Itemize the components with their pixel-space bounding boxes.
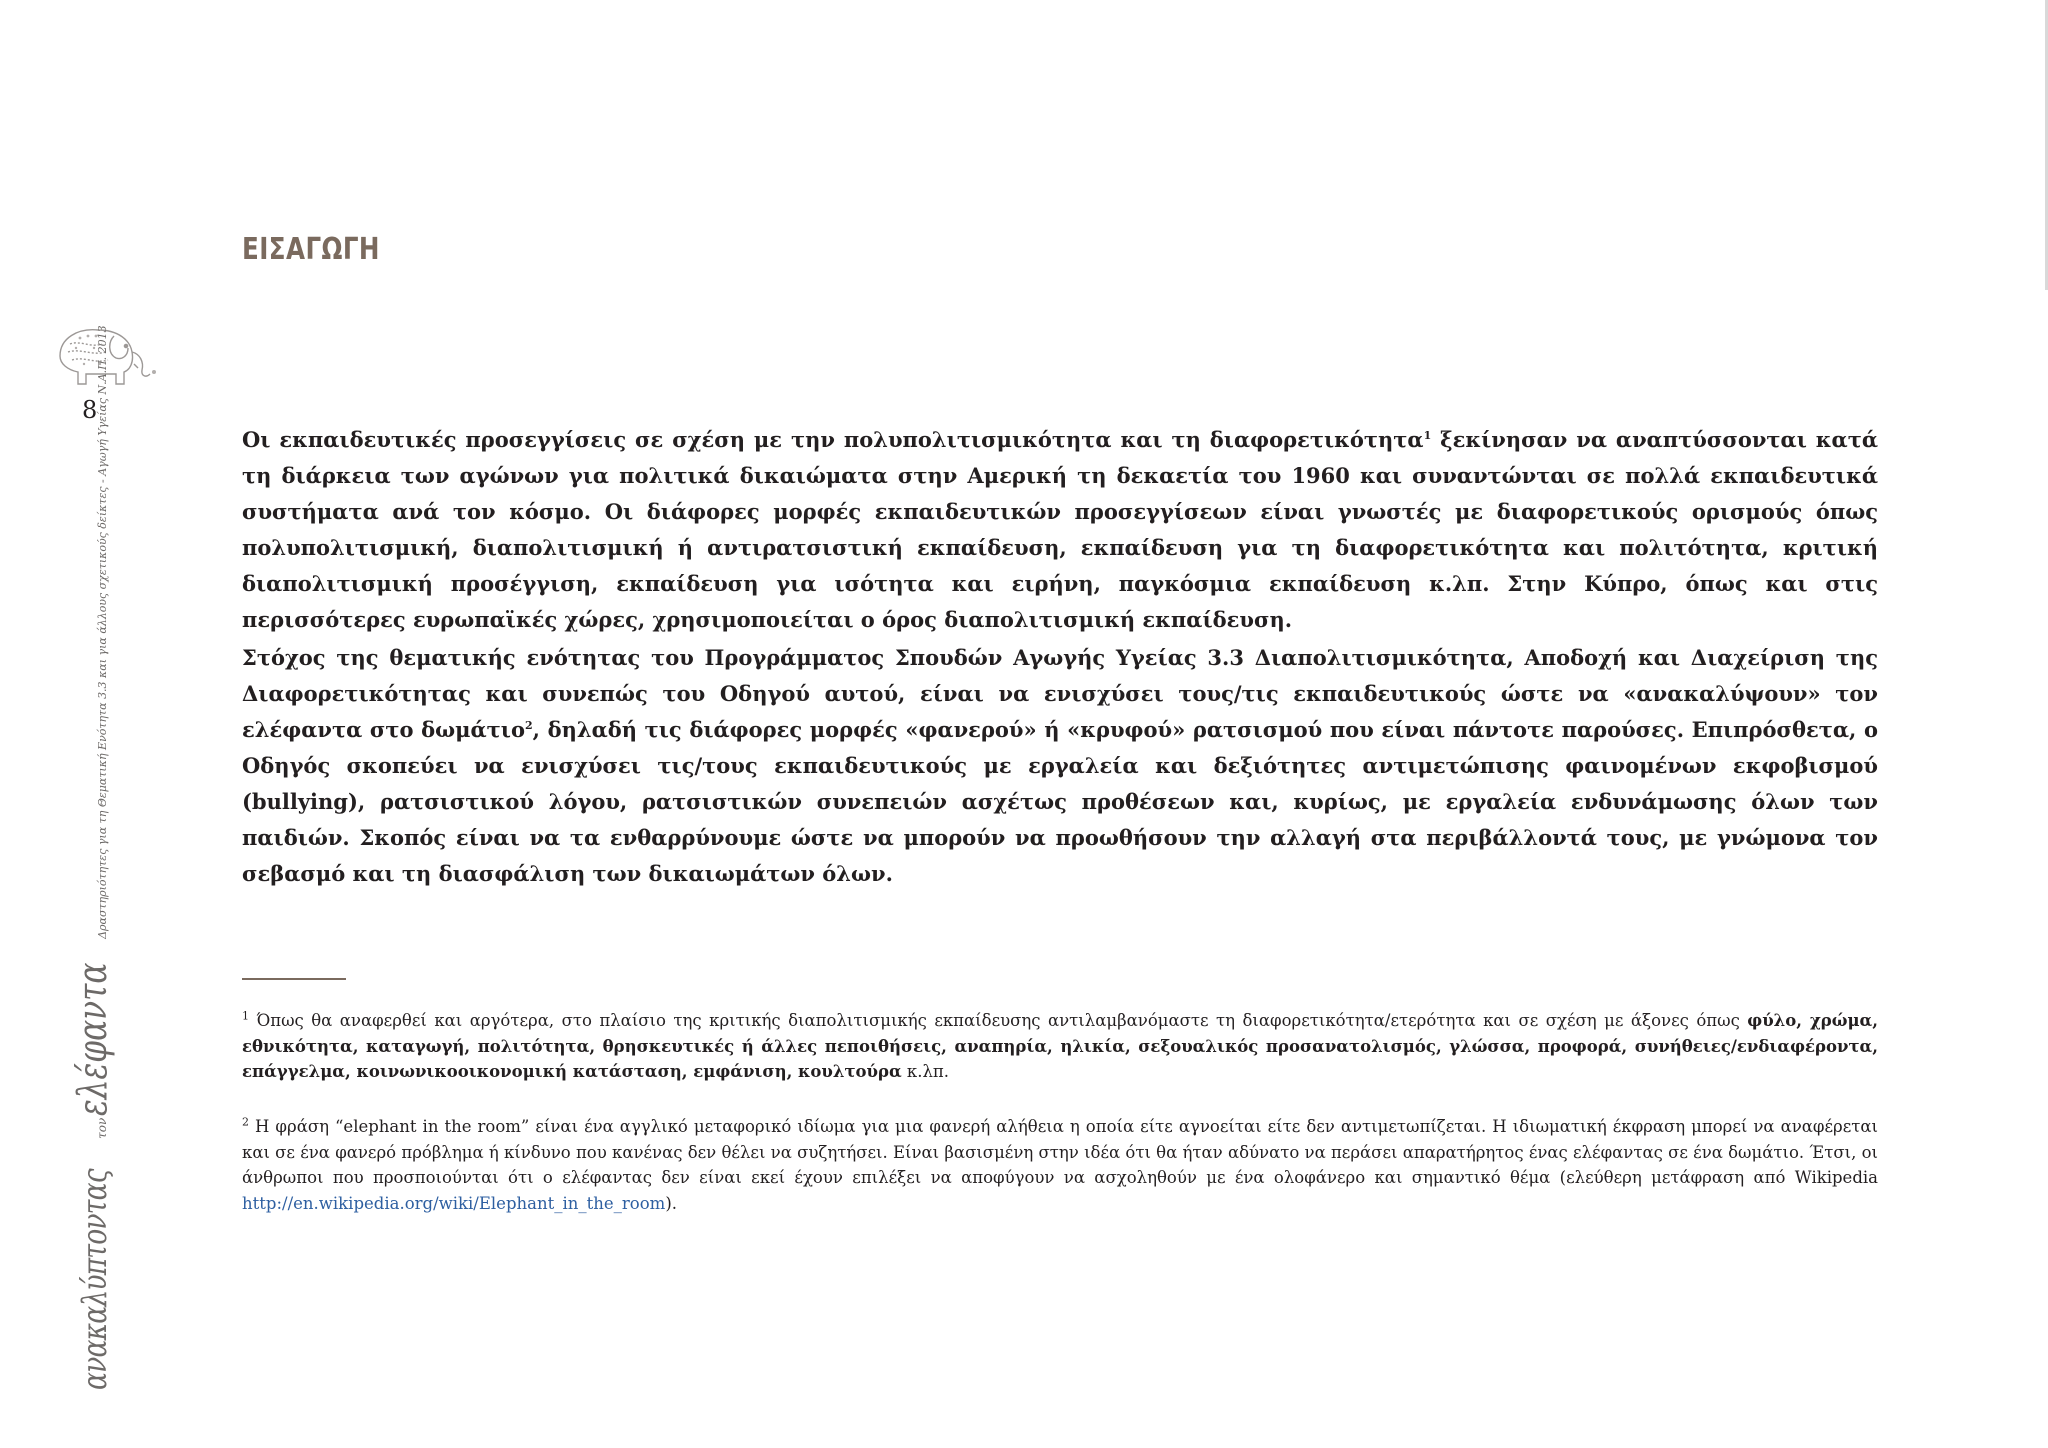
footnote-ref-1[interactable]: 1	[1423, 429, 1432, 442]
paragraph-text: , δηλαδή τις διάφορες μορφές «φανερού» ή «κρυφού» ρατσισμού που είναι πάντοτε παρούσες. Επιπρόσθετα, ο Οδηγός σκοπεύει να ενισχύσει τις/τους εκπαιδευτικούς με εργαλεία και δεξιότητες αντιμετώπισης φαινομένων εκφοβισμού (bullying), ρατσιστικού λόγου, ρατσιστικών συνεπειών ασχέτως προθέσεων και, κυρίως, με εργαλεία ενδυνάμωσης όλων των παιδιών. Σκοπός είναι να τα ενθαρρύνουμε ώστε να μπορούν να προωθήσουν την αλλαγή στα περιβάλλοντά τους, με γνώμονα τον σεβασμό και τη διασφάλιση των δικαιωμάτων όλων.	[242, 717, 1878, 886]
intro-paragraph-2	[242, 640, 1878, 892]
paragraph-text: Οι εκπαιδευτικές προσεγγίσεις σε σχέση με την πολυπολιτισμικότητα και τη διαφορετικότητα	[242, 427, 1424, 452]
wikipedia-link[interactable]: http://en.wikipedia.org/wiki/Elephant_in_the_room	[242, 1193, 666, 1213]
footnote-divider	[242, 978, 346, 980]
spine-brand-article: τον	[95, 1117, 109, 1139]
footnote-text: Η φράση “elephant in the room” είναι ένα αγγλικό μεταφορικό ιδίωμα για μια φανερή αλήθεια η οποία είτε αγνοείται είτε δεν αντιμετωπίζεται. Η ιδιωματική έκφραση μπορεί να αναφέρεται και σε ένα φανερό πρόβλημα ή κίνδυνο που κανένας δεν θέλει να συζητήσει. Είναι βασισμένη στην ιδέα ότι θα ήταν αδύνατο να περάσει απαρατήρητος ένας ελέφαντας σε ένα δωμάτιο. Έτσι, οι άνθρωποι που προσποιούνται ότι ο ελέφαντας δεν είναι εκεί έχουν επιλέξει να αποφύγουν να ασχοληθούν με ένα ολοφάνερο και σημαντικό θέμα (ελεύθερη μετάφραση από Wikipedia	[242, 1117, 1878, 1187]
footnote-text: κ.λπ.	[901, 1062, 950, 1081]
page-number: 8	[82, 396, 98, 424]
paragraph-text: ξεκίνησαν να αναπτύσσονται κατά τη διάρκεια των αγώνων για πολιτικά δικαιώματα στην Αμερική τη δεκαετία του 1960 και συναντώνται σε πολλά εκπαιδευτικά συστήματα ανά τον κόσμο. Οι διάφορες μορφές εκπαιδευτικών προσεγγίσεων είναι γνωστές με διαφορετικούς ορισμούς όπως πολυπολιτισμική, διαπολιτισμική ή αντιρατσιστική εκπαίδευση, εκπαίδευση για τη διαφορετικότητα και πολιτότητα, κριτική διαπολιτισμική προσέγγιση, εκπαίδευση για ισότητα και ειρήνη, παγκόσμια εκπαίδευση κ.λπ. Στην Κύπρο, όπως και στις περισσότερες ευρωπαϊκές χώρες, χρησιμοποιείται ο όρος διαπολιτισμική εκπαίδευση.	[242, 427, 1878, 632]
spine-brand-part1: ανακαλύπτοντας	[75, 1169, 115, 1390]
footnote-text: Όπως θα αναφερθεί και αργότερα, στο πλαίσιο της κριτικής διαπολιτισμικής εκπαίδευσης αντιλαμβανόμαστε τη διαφορετικότητα/ετερότητα και σε σχέση με άξονες όπως	[249, 1011, 1748, 1030]
footnote-ref-2[interactable]: 2	[524, 719, 533, 732]
footnote-2	[242, 1114, 1878, 1216]
paragraph-text: Στόχος της θεματικής ενότητας του Προγράμματος Σπουδών Αγωγής Υγείας 3.3 Διαπολιτισμικότητα, Αποδοχή και Διαχείριση της Διαφορετικότητας και συνεπώς του Οδηγού αυτού, είναι να ενισχύσει τους/τις εκπαιδευτικούς ώστε να «ανακαλύψουν» τον ελέφαντα στο δωμάτιο	[242, 645, 1878, 742]
footnote-marker-2: 2	[242, 1115, 249, 1129]
footnote-1	[242, 1008, 1878, 1085]
intro-paragraph-1	[242, 422, 1878, 638]
spine-brand-part2: ελέφαντα	[70, 962, 116, 1116]
spine-title	[70, 325, 116, 1390]
footnote-bold-list: φύλο, χρώμα, εθνικότητα, καταγωγή, πολιτότητα, θρησκευτικές ή άλλες πεποιθήσεις, αναπηρία, ηλικία, σεξουαλικός προσανατολισμός, γλώσσα, προφορά, συνήθειες/ενδιαφέροντα, επάγγελμα, κοινωνικοοικονομική κατάσταση, εμφάνιση, κουλτούρα	[242, 1011, 1878, 1081]
footnote-marker-1: 1	[242, 1009, 249, 1023]
section-heading: ΕΙΣΑΓΩΓΗ	[242, 232, 380, 267]
spine-subtitle: Δραστηριότητες για τη Θεματική Ενότητα 3.3 και για άλλους σχετικούς δείκτες - Αγωγή Υγείας Ν.Α.Π. 2013	[96, 325, 109, 939]
footnote-text: ).	[665, 1193, 677, 1213]
